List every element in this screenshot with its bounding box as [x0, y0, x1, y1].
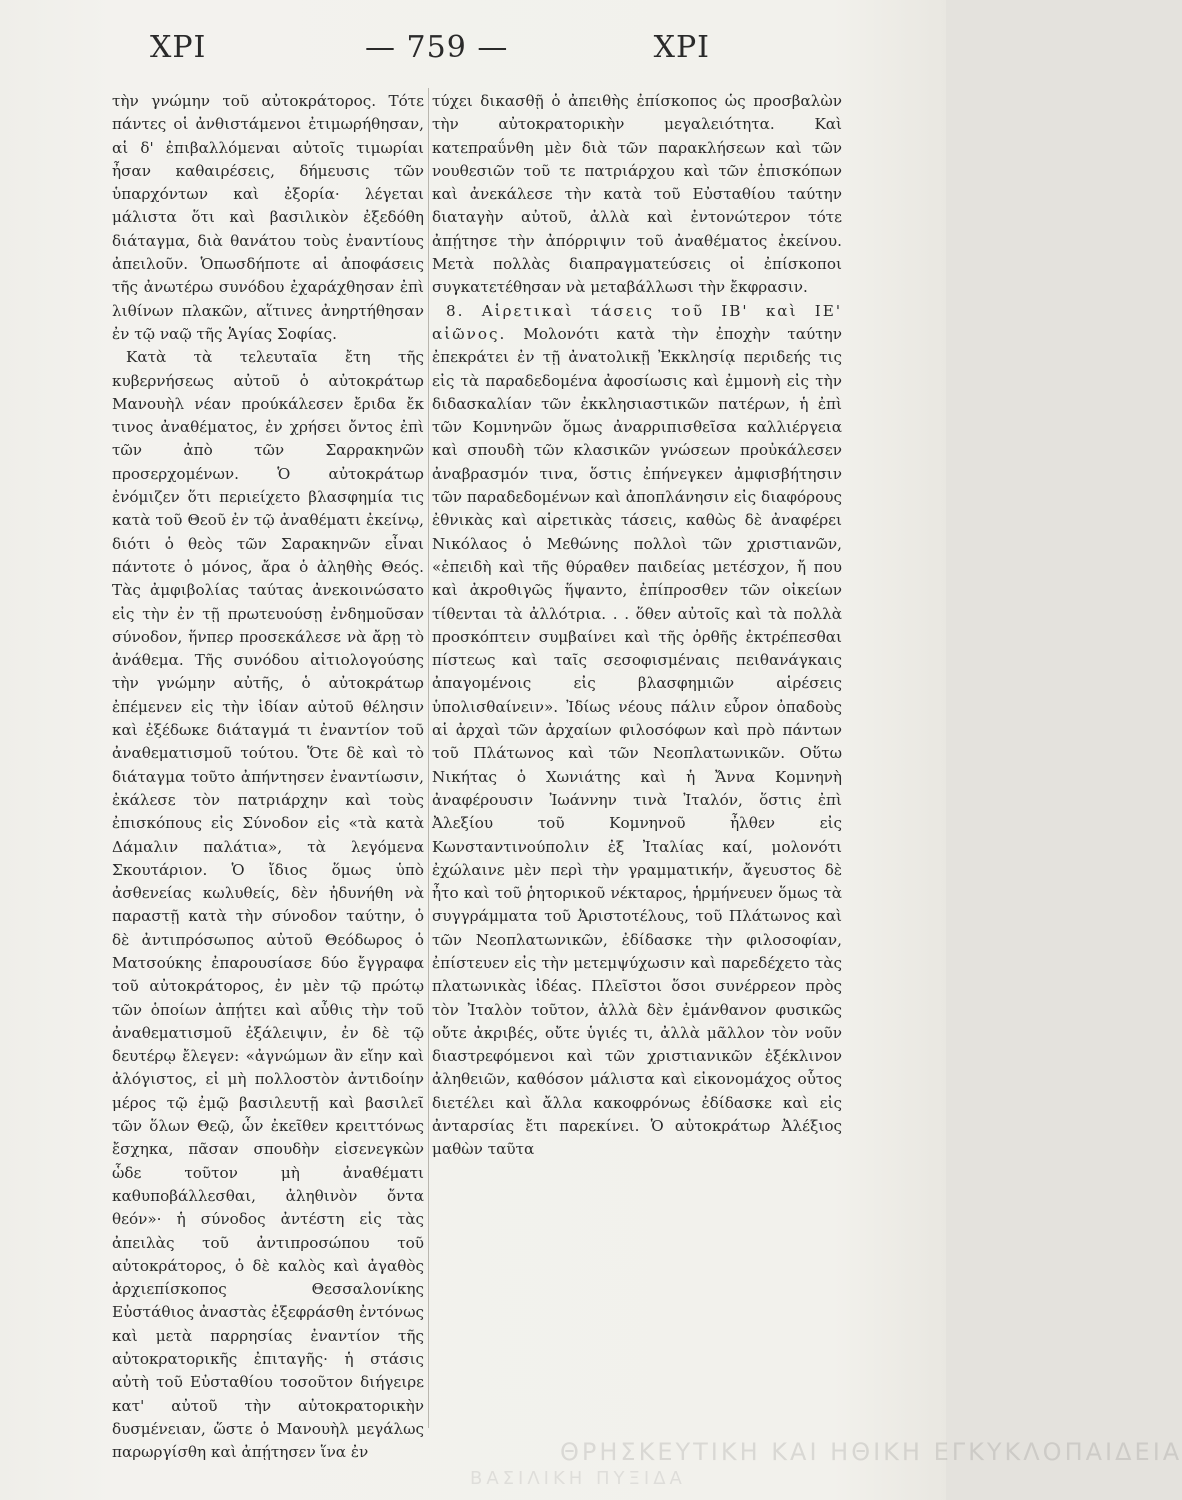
paragraph: τύχει δικασθῇ ὁ ἀπειθὴς ἐπίσκοπος ὡς προσβαλὼν τὴν αὐτοκρατορικὴν μεγαλειότητα. Καὶ κατεπραΰνθη μὲν διὰ τῶν παρακλήσεων καὶ τῶν νουθεσιῶν τοῦ τε πατριάρχου καὶ τῶν ἐπισκόπων καὶ ἀνεκάλεσε τὴν κατὰ τοῦ Εὐσταθίου ταύτην διαταγὴν αὐτοῦ, ἀλλὰ καὶ ἐντονώτερον τότε ἀπῄτησε τὴν ἀπόρριψιν τοῦ ἀναθέματος ἐκείνου. Μετὰ πολλὰς διαπραγματεύσεις οἱ ἐπίσκοποι συγκατετέθησαν νὰ μεταβάλλωσι τὴν ἔκφρασιν.	[432, 92, 842, 297]
left-column	[112, 90, 424, 1470]
header-right-keyword: ΧΡΙ	[653, 30, 710, 65]
section-paragraph	[432, 300, 842, 1162]
section-text: Μολονότι κατὰ τὴν ἐποχὴν ταύτην ἐπεκράτει ἐν τῇ ἀνατολικῇ Ἐκκλησίᾳ περιδεής τις εἰς τὰ παραδεδομένα ἀφοσίωσις καὶ ἐμμονὴ εἰς τὴν διδασκαλίαν τῶν ἐκκλησιαστικῶν πατέρων, ἡ ἐπὶ τῶν Κομνηνῶν ὅμως ἀναρριπισθεῖσα καλλιέργεια καὶ σπουδὴ τῶν κλασικῶν γνώσεων προὐκάλεσεν ἀναβρασμόν τινα, ὅστις ἐπήνεγκεν ἀμφισβήτησιν τῶν παραδεδομένων καὶ ἀποπλάνησιν εἰς διαφόρους ἐθνικὰς καὶ αἱρετικὰς τάσεις, καθὼς δὲ ἀναφέρει Νικόλαος ὁ Μεθώνης πολλοὶ τῶν χριστιανῶν, «ἐπειδὴ καὶ τῆς θύραθεν παιδείας μετέσχον, ἤ που καὶ ἀκροθιγῶς ἥψαντο, ἐπίπροσθεν τῶν οἰκείων τίθενται τὰ ἀλλότρια. . . ὅθεν αὐτοῖς καὶ τὰ πολλὰ προσκόπτειν συμβαίνει καὶ τῆς ὀρθῆς ἐκτρέπεσθαι πίστεως καὶ ταῖς σεσοφισμέναις πειθανάγκαις ἀπαγομένοις εἰς βλασφημιῶν αἱρέσεις ὑπολισθαίνειν». Ἰδίως νέους πάλιν εὗρον ὀπαδοὺς αἱ ἀρχαὶ τῶν ἀρχαίων φιλοσόφων καὶ πρὸ πάντων τοῦ Πλάτωνος καὶ τῶν Νεοπλατωνικῶν. Οὕτω Νικήτας ὁ Χωνιάτης καὶ ἡ Ἄννα Κομνηνὴ ἀναφέρουσιν Ἰωάννην τινὰ Ἰταλόν, ὅστις ἐπὶ Ἀλεξίου τοῦ Κομνηνοῦ ἦλθεν εἰς Κωνσταντινούπολιν ἐξ Ἰταλίας καί, μολονότι ἐχώλαινε μὲν περὶ τὴν γραμματικήν, ἄγευστος δὲ ἦτο καὶ τοῦ ῥητορικοῦ νέκταρος, ἡρμήνευεν ὅμως τὰ συγγράμματα τοῦ Ἀριστοτέλους, τοῦ Πλάτωνος καὶ τῶν Νεοπλατωνικῶν, ἐδίδασκε τὴν φιλοσοφίαν, ἐπίστευεν εἰς τὴν μετεμψύχωσιν καὶ παρεδέχετο τὰς πλατωνικὰς ἰδέας. Πλεῖστοι ὅσοι συνέρρεον πρὸς τὸν Ἰταλὸν τοῦτον, ἀλλὰ δὲν ἐμάνθανον φυσικῶς οὔτε ἀκριβές, οὔτε ὑγιές τι, ἀλλὰ μᾶλλον τὸν νοῦν διαστρεφόμενοι καὶ τῶν χριστιανικῶν ἐξέκλινον ἀληθειῶν, καθόσον μάλιστα καὶ εἰκονομάχος οὗτος διετέλει καὶ ἄλλα κακοφρόνως ἐδίδασκε καὶ εἰς ἀνταρσίας ἔτι παρεκίνει. Ὁ αὐτοκράτωρ Ἀλέξιος μαθὼν ταῦτα	[432, 324, 842, 1159]
running-header	[150, 30, 710, 78]
watermark-stamp-secondary: ΒΑΣΙΛΙΚΗ ΠΥΞΙΔΑ	[470, 1468, 686, 1489]
column-divider	[428, 88, 429, 1428]
header-left-keyword: ΧΡΙ	[150, 30, 207, 65]
section-heading: 8. Αἱρετικαὶ τάσεις τοῦ ΙΒ' καὶ ΙΕ' αἰῶνος.	[432, 301, 842, 343]
watermark-stamp: ΘΡΗΣΚΕΥΤΙΚΗ ΚΑΙ ΗΘΙΚΗ ΕΓΚΥΚΛΟΠΑΙΔΕΙΑ	[560, 1438, 1182, 1466]
paragraph: τὴν γνώμην τοῦ αὐτοκράτορος. Τότε πάντες οἱ ἀνθιστάμενοι ἐτιμωρήθησαν, αἱ δ' ἐπιβαλλόμεναι αὐτοῖς τιμωρίαι ἦσαν καθαιρέσεις, δήμευσις τῶν ὑπαρχόντων καὶ ἐξορία· λέγεται μάλιστα ὅτι καὶ βασιλικὸν ἐξεδόθη διάταγμα, διὰ θανάτου τοὺς ἐναντίους ἀπειλοῦν. Ὁπωσδήποτε αἱ ἀποφάσεις τῆς ἀνωτέρω συνόδου ἐχαράχθησαν ἐπὶ λιθίνων πλακῶν, αἵτινες ἀνηρτήθησαν ἐν τῷ ναῷ τῆς Ἁγίας Σοφίας.	[112, 92, 424, 343]
right-column	[432, 90, 842, 1470]
paragraph: Κατὰ τὰ τελευταῖα ἔτη τῆς κυβερνήσεως αὐτοῦ ὁ αὐτοκράτωρ Μανουὴλ νέαν προύκάλεσεν ἔριδα ἔκ τινος ἀναθέματος, ἐν χρήσει ὄντος ἐπὶ τῶν ἀπὸ τῶν Σαρρακηνῶν προσερχομένων. Ὁ αὐτοκράτωρ ἐνόμιζεν ὅτι περιείχετο βλασφημία τις κατὰ τοῦ Θεοῦ ἐν τῷ ἀναθέματι ἐκείνῳ, διότι ὁ θεὸς τῶν Σαρακηνῶν εἶναι πάντοτε ὁ μόνος, ἄρα ὁ ἀληθὴς Θεός. Τὰς ἀμφιβολίας ταύτας ἀνεκοινώσατο εἰς τὴν ἐν τῇ πρωτευούσῃ ἐνδημοῦσαν σύνοδον, ἥνπερ προσεκάλεσε νὰ ἄρῃ τὸ ἀνάθεμα. Τῆς συνόδου αἰτιολογούσης τὴν γνώμην αὐτῆς, ὁ αὐτοκράτωρ ἐπέμενεν εἰς τὴν ἰδίαν αὐτοῦ θέλησιν καὶ ἐξέδωκε διάταγμά τι ἐναντίον τοῦ ἀναθεματισμοῦ τούτου. Ὅτε δὲ καὶ τὸ διάταγμα τοῦτο ἀπήντησεν ἐναντίωσιν, ἐκάλεσε τὸν πατριάρχην καὶ τοὺς ἐπισκόπους εἰς Σύνοδον εἰς «τὰ κατὰ Δάμαλιν παλάτια», τὰ λεγόμενα Σκουτάριον. Ὁ ἴδιος ὅμως ὑπὸ ἀσθενείας κωλυθείς, δὲν ἠδυνήθη νὰ παραστῇ κατὰ τὴν σύνοδον ταύτην, ὁ δὲ ἀντιπρόσωπος αὐτοῦ Θεόδωρος ὁ Ματσούκης ἐπαρουσίασε δύο ἔγγραφα τοῦ αὐτοκράτορος, ἐν μὲν τῷ πρώτῳ τῶν ὁποίων ἀπῄτει καὶ αὖθις τὴν τοῦ ἀναθεματισμοῦ ἐξάλειψιν, ἐν δὲ τῷ δευτέρῳ ἔλεγεν: «ἀγνώμων ἂν εἴην καὶ ἀλόγιστος, εἰ μὴ πολλοστὸν ἀντιδοίην μέρος τῷ ἐμῷ βασιλευτῇ καὶ βασιλεῖ τῶν ὅλων Θεῷ, ὧν ἐκεῖθεν κρειττόνως ἔσχηκα, πᾶσαν σπουδὴν εἰσενεγκὼν ὧδε τοῦτον μὴ ἀναθέματι καθυποβάλλεσθαι, ἀληθινὸν ὄντα θεόν»· ἡ σύνοδος ἀντέστη εἰς τὰς ἀπειλὰς τοῦ ἀντιπροσώπου τοῦ αὐτοκράτορος, ὁ δὲ καλὸς καὶ ἀγαθὸς ἀρχιεπίσκοπος Θεσσαλονίκης Εὐστάθιος ἀναστὰς ἐξεφράσθη ἐντόνως καὶ μετὰ παρρησίας ἐναντίον τῆς αὐτοκρατορικῆς ἐπιταγῆς· ἡ στάσις αὐτὴ τοῦ Εὐσταθίου τοσοῦτον διήγειρε κατ' αὐτοῦ τὴν αὐτοκρατορικὴν δυσμένειαν, ὥστε ὁ Μανουὴλ μεγάλως παρωργίσθη καὶ ἀπῄτησεν ἵνα ἐν	[112, 348, 424, 1462]
page-number: — 759 —	[365, 30, 509, 65]
